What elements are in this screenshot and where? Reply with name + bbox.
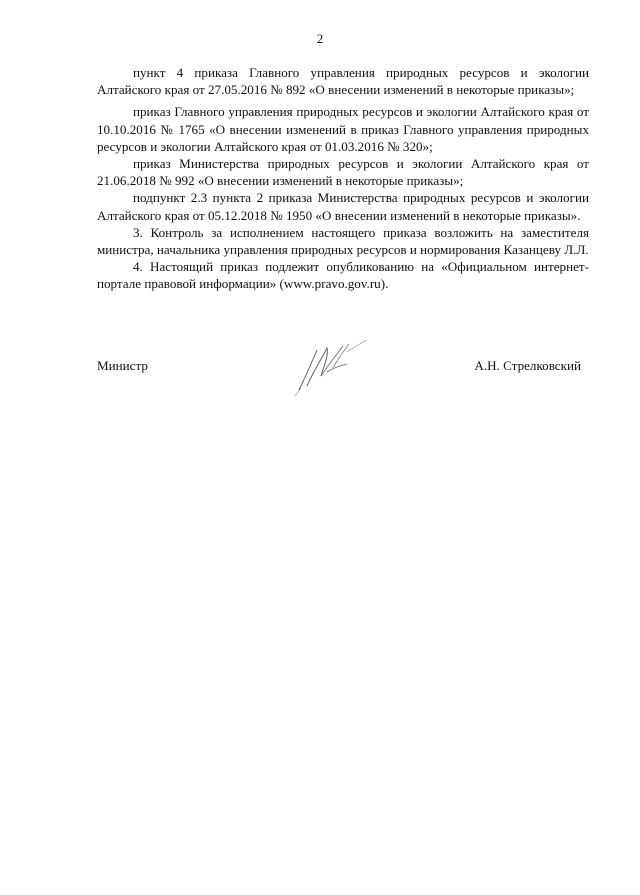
paragraph-repeal-item-3: приказ Министерства природных ресурсов и экологии Алтайского края от 21.06.2018 № 992 «О внесении изменений в некоторые приказы»; bbox=[97, 156, 589, 189]
paragraph-repeal-item-4: подпункт 2.3 пункта 2 приказа Министерства природных ресурсов и экологии Алтайского края от 05.12.2018 № 1950 «О внесении изменений в некоторые приказы». bbox=[97, 190, 589, 223]
paragraph-publication-clause: 4. Настоящий приказ подлежит опубликованию на «Официальном интернет-портале правовой информации» (www.pravo.gov.ru). bbox=[97, 259, 589, 292]
document-body bbox=[97, 64, 589, 293]
signatory-title: Министр bbox=[97, 358, 148, 373]
handwritten-signature bbox=[277, 338, 387, 398]
signature-block bbox=[97, 358, 589, 398]
paragraph-control-clause: 3. Контроль за исполнением настоящего приказа возложить на заместителя министра, начальника управления природных ресурсов и нормирования Казанцеву Л.Л. bbox=[97, 224, 589, 258]
paragraph-repeal-item-2: приказ Главного управления природных ресурсов и экологии Алтайского края от 10.10.2016 № 1765 «О внесении изменений в приказ Главного управления природных ресурсов и экологии Алтайского края от 01.03.2016 № 320»; bbox=[97, 104, 589, 154]
signatory-name: А.Н. Стрелковский bbox=[474, 358, 581, 373]
paragraph-repeal-item-1: пункт 4 приказа Главного управления природных ресурсов и экологии Алтайского края от 27.05.2016 № 892 «О внесении изменений в некоторые приказы»; bbox=[97, 65, 589, 98]
page-number: 2 bbox=[316, 31, 324, 46]
